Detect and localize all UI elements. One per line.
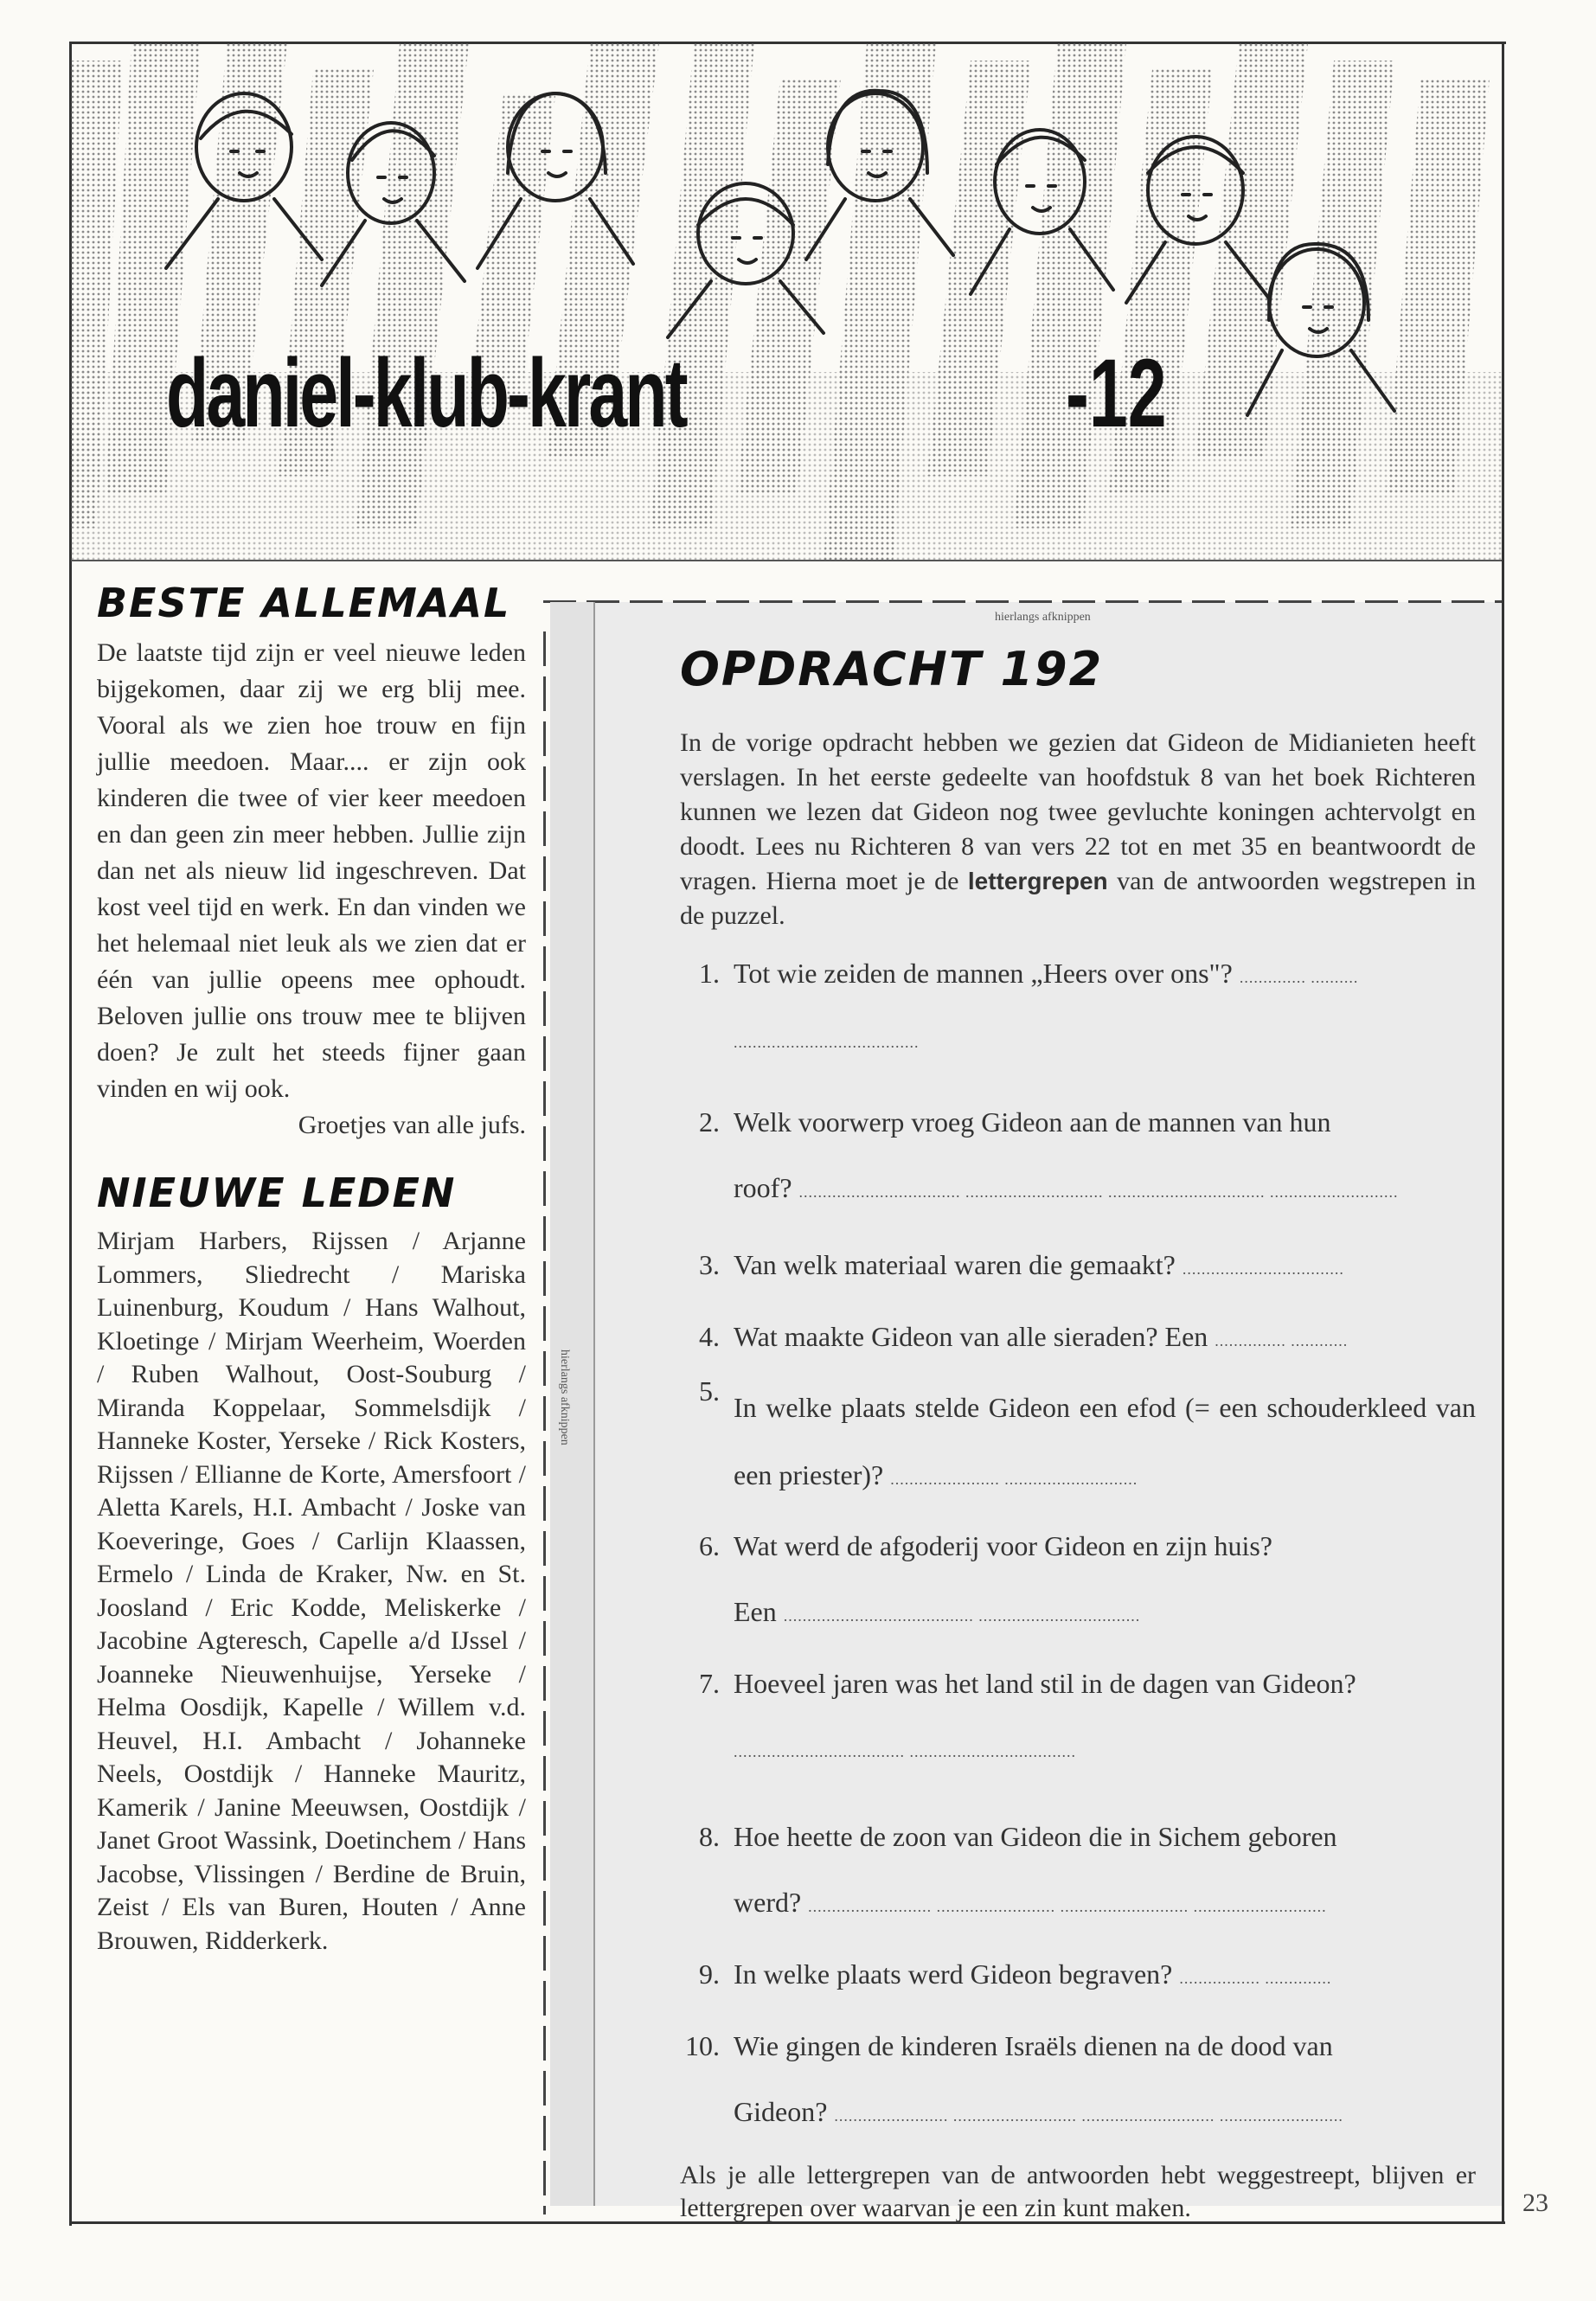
question-number: 6. (699, 1530, 720, 1561)
assignment-closing: Als je alle lettergrepen van de antwoorden hebt weggestreept, blijven er lettergrepen over waarvan je een zin kunt maken. (680, 2161, 1476, 2222)
question-text: Welk voorwerp vroeg Gideon aan de mannen van hun (734, 1106, 1331, 1138)
question-continuation: werd? (734, 1887, 802, 1918)
assignment-intro (680, 726, 1476, 933)
masthead-title: daniel-klub-krant (166, 339, 686, 447)
answer-blank[interactable]: .................................... ................................... (734, 1743, 1076, 1760)
masthead-illustration (71, 43, 1502, 562)
answer-blank[interactable]: .............. .......... (1239, 969, 1359, 986)
welcome-body: De laatste tijd zijn er veel nieuwe leden bijgekomen, daar zij we erg blij mee. Vooral als we zien hoe trouw en fijn jullie meedoen. Maar.... er zijn ook kinderen die twee of vier keer meedoen en dan geen zin meer hebben. Jullie zijn dan net als nieuw lid ingeschreven. Dat kost veel tijd en werk. En dan vinden we het helemaal niet leuk als we zien dat er één van jullie opeens mee ophoudt. Beloven jullie ons trouw mee te blijven doen? Je zult het steeds fijner gaan vinden en wij ook. (97, 638, 526, 1103)
question-6 (680, 1529, 1476, 1633)
assignment-heading: OPDRACHT 192 (680, 642, 1104, 696)
question-10 (680, 2029, 1476, 2133)
welcome-heading: BESTE ALLEMAAL (97, 580, 511, 626)
answer-blank[interactable]: ........................................ .................................. (783, 1607, 1141, 1625)
question-continuation: Gideon? (734, 2096, 828, 2127)
masthead-issue-number: -12 (1066, 339, 1167, 447)
question-number: 5. (699, 1375, 720, 1407)
question-text: Wat maakte Gideon van alle sieraden? Een (734, 1321, 1208, 1352)
question-number: 8. (699, 1821, 720, 1852)
answer-blank[interactable]: ............... ............ (1215, 1332, 1349, 1349)
question-number: 9. (699, 1958, 720, 1990)
question-text: Wie gingen de kinderen Israëls dienen na de dood van (734, 2030, 1333, 2061)
question-continuation: Een (734, 1596, 777, 1627)
question-8 (680, 1819, 1476, 1924)
new-members-heading: NIEUWE LEDEN (97, 1170, 457, 1216)
question-7 (680, 1666, 1476, 1769)
answer-blank[interactable]: .......................... ......................... ........................... ............................ (808, 1898, 1327, 1915)
left-column (97, 580, 526, 1958)
answer-blank[interactable]: ................. .............. (1179, 1970, 1332, 1987)
question-text: Wat werd de afgoderij voor Gideon en zijn huis? (734, 1530, 1272, 1561)
question-number: 4. (699, 1321, 720, 1352)
cut-label-top: hierlangs afknippen (995, 611, 1091, 624)
answer-blank[interactable]: ....................................... (734, 1034, 920, 1051)
question-text: Van welk materiaal waren die gemaakt? (734, 1249, 1176, 1280)
question-1 (680, 956, 1476, 1060)
page-number: 23 (1522, 2189, 1548, 2217)
question-text: Hoe heette de zoon van Gideon die in Sichem geboren (734, 1821, 1337, 1852)
answer-blank[interactable]: ....................... ............................ (890, 1471, 1138, 1488)
intro-text: In de vorige opdracht hebben we gezien dat Gideon de Midianieten heeft verslagen. In het eerste gedeelte van hoofdstuk 8 van het boek Richteren kunnen we lezen dat Gideon nog twee gevluchte koningen achtervolgt en doodt. Lees nu Richteren 8 van vers 22 tot en met 35 en beantwoordt de vragen. Hierna moet je de (680, 728, 1476, 895)
question-text: In welke plaats werd Gideon begraven? (734, 1958, 1173, 1990)
question-text: In welke plaats stelde Gideon een efod (= een schouderkleed van een priester)? (734, 1392, 1476, 1490)
question-3 (680, 1247, 1476, 1286)
question-number: 7. (699, 1668, 720, 1699)
assignment (680, 642, 1476, 2251)
question-number: 2. (699, 1106, 720, 1138)
question-4 (680, 1319, 1476, 1358)
intro-bold-term: lettergrepen (967, 868, 1108, 894)
question-number: 10. (685, 2030, 720, 2061)
question-9 (680, 1957, 1476, 1996)
masthead (71, 43, 1502, 562)
question-text: Hoeveel jaren was het land stil in de dagen van Gideon? (734, 1668, 1356, 1699)
answer-blank[interactable]: .................................. (1182, 1260, 1344, 1278)
new-members-list: Mirjam Harbers, Rijssen / Arjanne Lommers, Sliedrecht / Mariska Luinenburg, Koudum / Hans Walhout, Kloetinge / Mirjam Weerheim, Woerden / Ruben Walhout, Oost-Souburg / Miranda Koppelaar, Sommelsdijk / Hanneke Koster, Yerseke / Rick Kosters, Rijssen / Ellianne de Korte, Amersfoort / Aletta Karels, H.I. Ambacht / Joske van Koeveringe, Goes / Carlijn Klaassen, Ermelo / Linda de Kraker, Nw. en St. Joosland / Eric Kodde, Meliskerke / Jacobine Agteresch, Capelle a/d IJssel / Joanneke Nieuwenhuijse, Yerseke / Helma Oosdijk, Kapelle / Willem v.d. Heuvel, H.I. Ambacht / Johanneke Neels, Oostdijk / Hanneke Mauritz, Kamerik / Janine Meeuwsen, Oostdijk / Janet Groot Wassink, Doetinchem / Hans Jacobse, Vlissingen / Berdine de Bruin, Zeist / Els van Buren, Houten / Anne Brouwen, Ridderkerk. (97, 1227, 526, 1955)
answer-blank[interactable]: ........................ .......................... ............................ .......................... (834, 2107, 1343, 2125)
page-frame-right (1502, 42, 1504, 2221)
answer-blank[interactable]: .................................. ............................. ................................. ........................... (798, 1183, 1399, 1201)
cut-line-vertical (543, 631, 546, 2214)
cut-line-top (543, 600, 1502, 603)
welcome-signature: Groetjes van alle jufs. (298, 1111, 526, 1139)
intro-text-end: van de antwoorden wegstrepen in de puzzel. (680, 867, 1477, 930)
question-text: Tot wie zeiden de mannen „Heers over ons"? (734, 958, 1233, 989)
cut-label-side: hierlangs afknippen (558, 1349, 571, 1445)
question-5 (680, 1374, 1476, 1513)
question-number: 1. (699, 958, 720, 989)
question-continuation: roof? (734, 1172, 792, 1203)
question-number: 3. (699, 1249, 720, 1280)
question-2 (680, 1105, 1476, 1209)
